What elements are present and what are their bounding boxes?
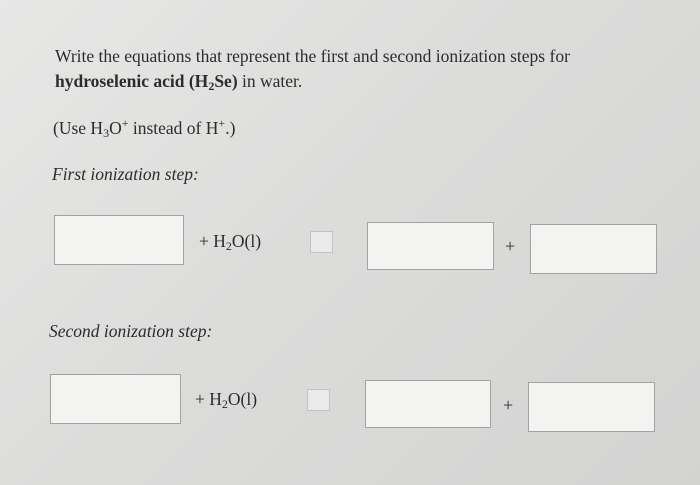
hint-text: (Use $H_3O^+$ instead of H+.) — [53, 116, 236, 140]
second-arrow-dropdown[interactable] — [307, 389, 330, 411]
question-tail: in water. — [237, 71, 303, 91]
second-reactant-input[interactable] — [50, 374, 181, 424]
second-water: + $H_2O(l)$ — [195, 389, 258, 411]
second-plus: + — [503, 395, 514, 415]
question-text — [55, 44, 655, 99]
first-arrow-dropdown[interactable] — [310, 231, 333, 253]
second-product1-input[interactable] — [365, 380, 491, 428]
first-plus: + — [505, 236, 516, 256]
first-product2-input[interactable] — [530, 224, 657, 274]
second-step-label: Second ionization step: — [49, 321, 213, 341]
first-water: + $H_2O(l)$ — [199, 231, 262, 253]
first-reactant-input[interactable] — [54, 215, 184, 265]
first-step-label: First ionization step: — [52, 164, 199, 184]
second-product2-input[interactable] — [528, 382, 655, 432]
acid-name: hydroselenic acid $(H_2Se)$ — [55, 71, 238, 93]
question-line1: Write the equations that represent the first and second ionization steps for — [55, 46, 570, 66]
first-product1-input[interactable] — [367, 222, 494, 270]
